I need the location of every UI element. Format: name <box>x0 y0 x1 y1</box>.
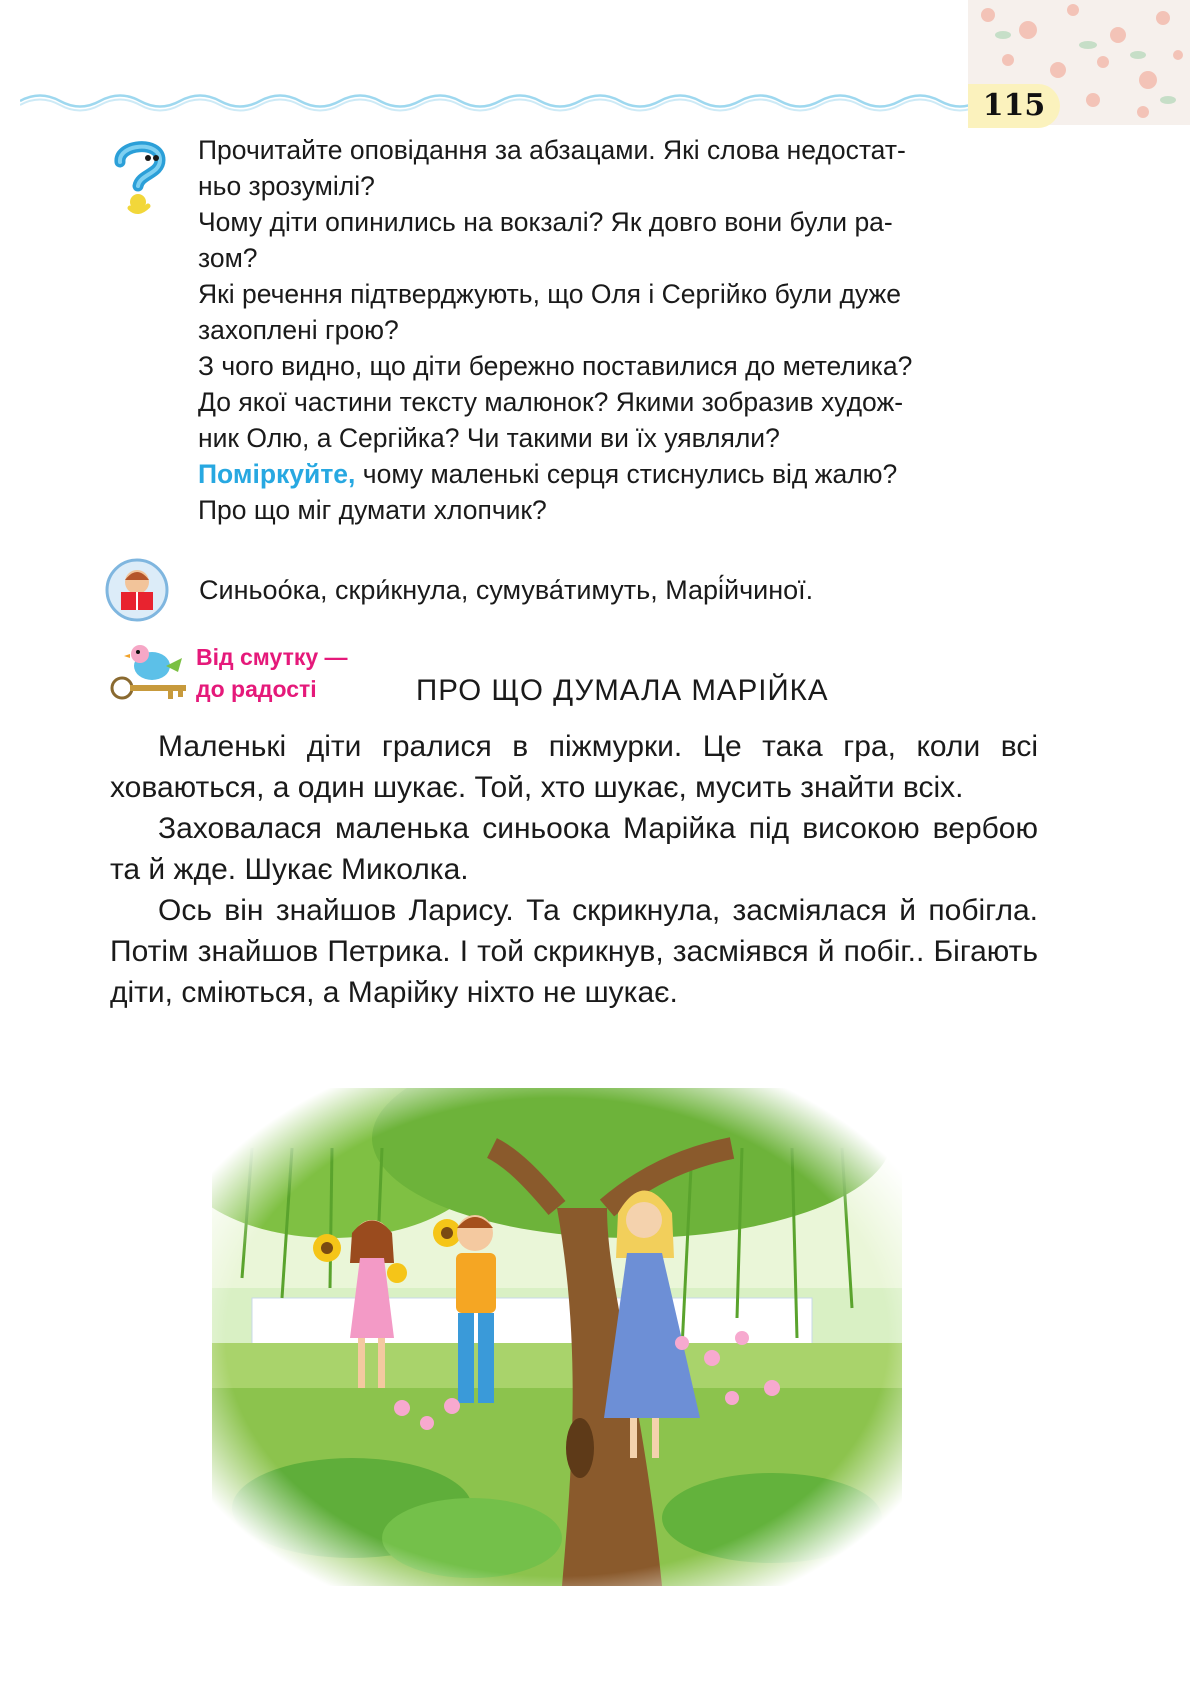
question-line <box>198 456 1040 492</box>
question-text: чому маленькі серця стиснулись від жалю? <box>355 459 898 489</box>
question-line: З чого видно, що діти бережно поставилися до метелика? <box>198 351 913 381</box>
rubric-line: Від смутку — <box>196 644 348 670</box>
story-title: ПРО ЩО ДУМАЛА МАРІЙКА <box>416 674 829 707</box>
question-line: До якої частини тексту малюнок? Якими зобразив худож- <box>198 387 904 417</box>
question-line: зом? <box>198 243 258 273</box>
stress-words: Синьоо́ка, скри́кнула, сумува́тимуть, Марі́йчиної. <box>199 575 814 605</box>
section-rubric <box>196 641 348 705</box>
wave-divider <box>20 90 980 112</box>
question-mark-icon <box>108 136 170 216</box>
story-paragraph: Ось він знайшов Ларису. Та скрикнула, засміялася й побігла. Потім знайшов Петрика. І той скрикнув, засміявся й побіг.. Бігають діти, сміються, а Марійку ніхто не шукає. <box>110 894 1038 1009</box>
story-illustration <box>212 1088 902 1586</box>
story-text <box>110 726 1038 1013</box>
question-line: Про що міг думати хлопчик? <box>198 495 547 525</box>
reading-child-icon <box>105 558 169 622</box>
bird-on-key-icon <box>108 636 198 706</box>
question-line: Чому діти опинились на вокзалі? Як довго вони були ра- <box>198 207 893 237</box>
question-line: ньо зрозумілі? <box>198 171 375 201</box>
story-paragraph: Заховалася маленька синьоока Марійка під високою вербою та й жде. Шукає Миколка. <box>110 812 1038 886</box>
page-number: 115 <box>968 84 1060 128</box>
question-line: Які речення підтверджують, що Оля і Сергійко були дуже <box>198 279 901 309</box>
question-line: ник Олю, а Сергійка? Чи такими ви їх уявляли? <box>198 423 780 453</box>
think-highlight: Поміркуйте, <box>198 459 356 489</box>
story-paragraph: Маленькі діти гралися в піжмурки. Це така гра, коли всі ховаються, а один шукає. Той, хто шукає, мусить знайти всіх. <box>110 730 1038 804</box>
rubric-line: до радості <box>196 676 317 702</box>
questions-block <box>198 132 1040 528</box>
question-line: захоплені грою? <box>198 315 399 345</box>
question-line: Прочитайте оповідання за абзацами. Які слова недостат- <box>198 135 906 165</box>
